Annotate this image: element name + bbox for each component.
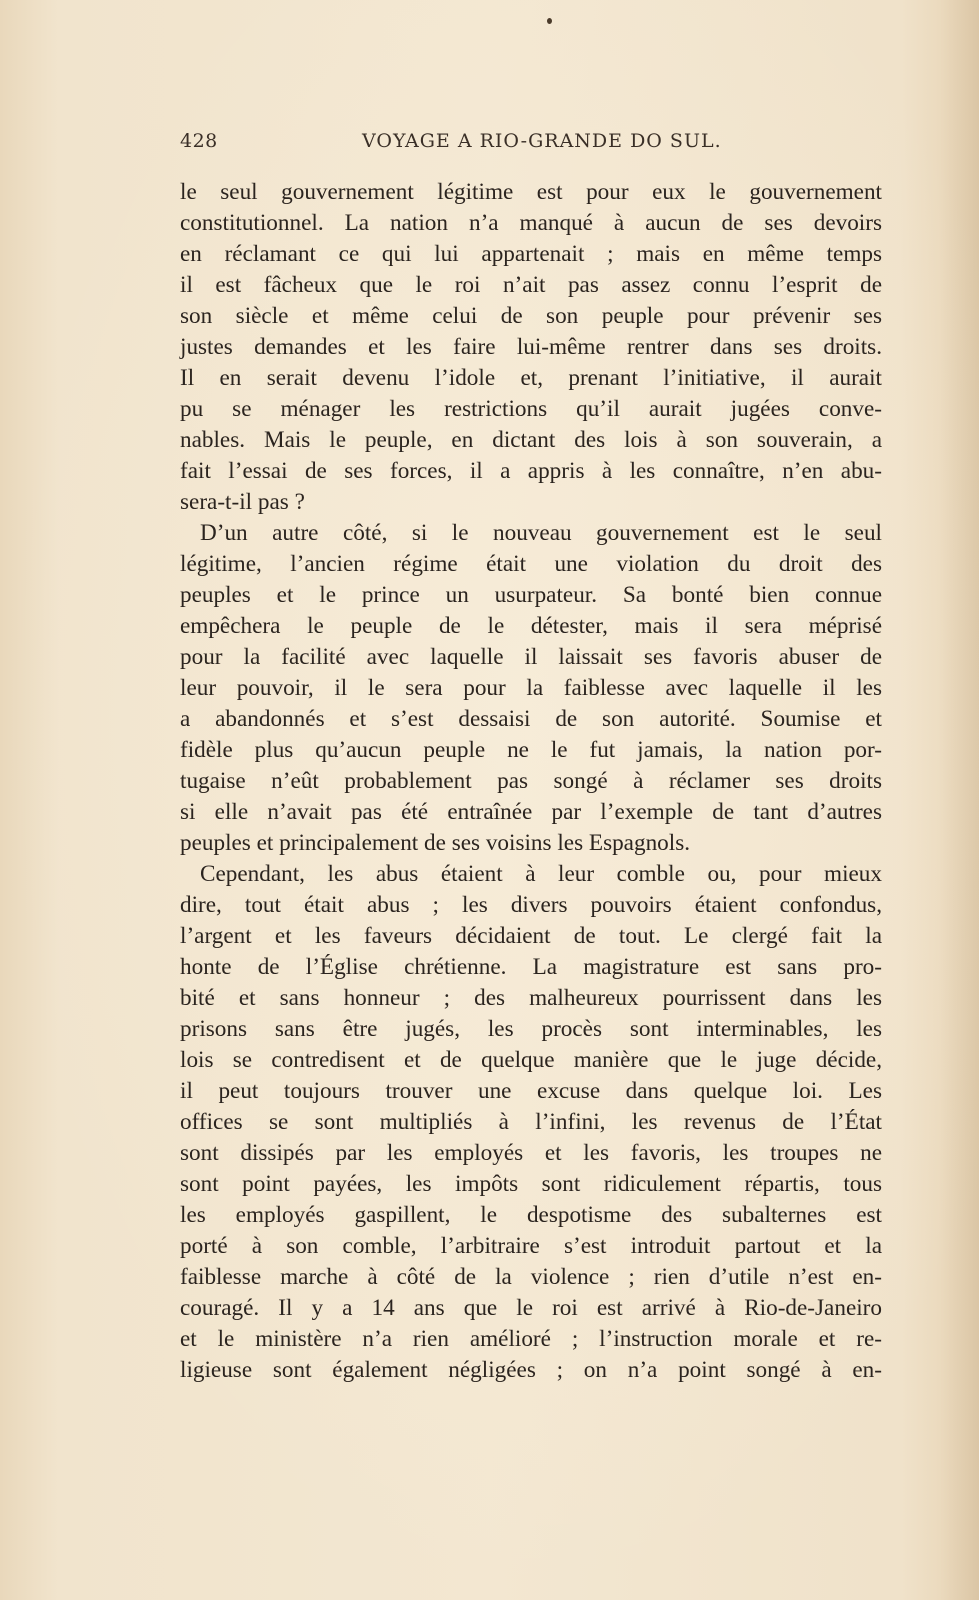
text-line: légitime, l’ancien régime était une violation du droit des bbox=[180, 551, 882, 577]
text-line: bité et sans honneur ; des malheureux pourrissent dans les bbox=[180, 985, 882, 1011]
text-line: nables. Mais le peuple, en dictant des lois à son souverain, a bbox=[180, 427, 882, 453]
text-line: le seul gouvernement légitime est pour eux le gouvernement bbox=[180, 179, 882, 205]
text-line: l’argent et les faveurs décidaient de tout. Le clergé fait la bbox=[180, 923, 882, 949]
text-line: son siècle et même celui de son peuple pour prévenir ses bbox=[180, 303, 882, 329]
text-line: a abandonnés et s’est dessaisi de son autorité. Soumise et bbox=[180, 706, 882, 732]
running-header bbox=[180, 130, 880, 160]
ink-speck bbox=[547, 18, 552, 24]
text-line: sera-t-il pas ? bbox=[180, 489, 305, 515]
text-line: offices se sont multipliés à l’infini, les revenus de l’État bbox=[180, 1109, 882, 1135]
body-text bbox=[180, 177, 882, 1386]
page-edge-shadow bbox=[939, 0, 979, 1600]
text-line: Cependant, les abus étaient à leur comble ou, pour mieux bbox=[200, 861, 882, 887]
text-line: peuples et principalement de ses voisins les Espagnols. bbox=[180, 830, 691, 856]
text-line: les employés gaspillent, le despotisme des subalternes est bbox=[180, 1202, 882, 1228]
text-line: Il en serait devenu l’idole et, prenant l’initiative, il aurait bbox=[180, 365, 882, 391]
text-line: sont dissipés par les employés et les favoris, les troupes ne bbox=[180, 1140, 882, 1166]
text-line: faiblesse marche à côté de la violence ; rien d’utile n’est en- bbox=[180, 1264, 882, 1290]
text-line: sont point payées, les impôts sont ridiculement répartis, tous bbox=[180, 1171, 882, 1197]
text-line: et le ministère n’a rien amélioré ; l’instruction morale et re- bbox=[180, 1326, 882, 1352]
text-line: il peut toujours trouver une excuse dans quelque loi. Les bbox=[180, 1078, 882, 1104]
text-line: porté à son comble, l’arbitraire s’est introduit partout et la bbox=[180, 1233, 882, 1259]
text-line: ligieuse sont également négligées ; on n’a point songé à en- bbox=[180, 1357, 882, 1383]
text-line: prisons sans être jugés, les procès sont interminables, les bbox=[180, 1016, 882, 1042]
text-line: fait l’essai de ses forces, il a appris à les connaître, n’en abu- bbox=[180, 458, 882, 484]
text-line: D’un autre côté, si le nouveau gouvernement est le seul bbox=[200, 520, 882, 546]
text-line: pu se ménager les restrictions qu’il aurait jugées conve- bbox=[180, 396, 882, 422]
text-line: pour la facilité avec laquelle il laissait ses favoris abuser de bbox=[180, 644, 882, 670]
text-line: en réclamant ce qui lui appartenait ; mais en même temps bbox=[180, 241, 882, 267]
page-number: 428 bbox=[180, 130, 218, 152]
text-line: tugaise n’eût probablement pas songé à réclamer ses droits bbox=[180, 768, 882, 794]
text-line: couragé. Il y a 14 ans que le roi est arrivé à Rio-de-Janeiro bbox=[180, 1295, 882, 1321]
text-line: lois se contredisent et de quelque manière que le juge décide, bbox=[180, 1047, 882, 1073]
text-line: honte de l’Église chrétienne. La magistrature est sans pro- bbox=[180, 954, 882, 980]
text-line: dire, tout était abus ; les divers pouvoirs étaient confondus, bbox=[180, 892, 882, 918]
text-line: leur pouvoir, il le sera pour la faiblesse avec laquelle il les bbox=[180, 675, 882, 701]
text-line: si elle n’avait pas été entraînée par l’exemple de tant d’autres bbox=[180, 799, 882, 825]
text-line: justes demandes et les faire lui-même rentrer dans ses droits. bbox=[180, 334, 882, 360]
text-line: il est fâcheux que le roi n’ait pas assez connu l’esprit de bbox=[180, 272, 882, 298]
text-line: fidèle plus qu’aucun peuple ne le fut jamais, la nation por- bbox=[180, 737, 882, 763]
text-line: constitutionnel. La nation n’a manqué à aucun de ses devoirs bbox=[180, 210, 882, 236]
text-line: peuples et le prince un usurpateur. Sa bonté bien connue bbox=[180, 582, 882, 608]
running-title: VOYAGE A RIO-GRANDE DO SUL. bbox=[362, 130, 722, 152]
text-line: empêchera le peuple de le détester, mais il sera méprisé bbox=[180, 613, 882, 639]
